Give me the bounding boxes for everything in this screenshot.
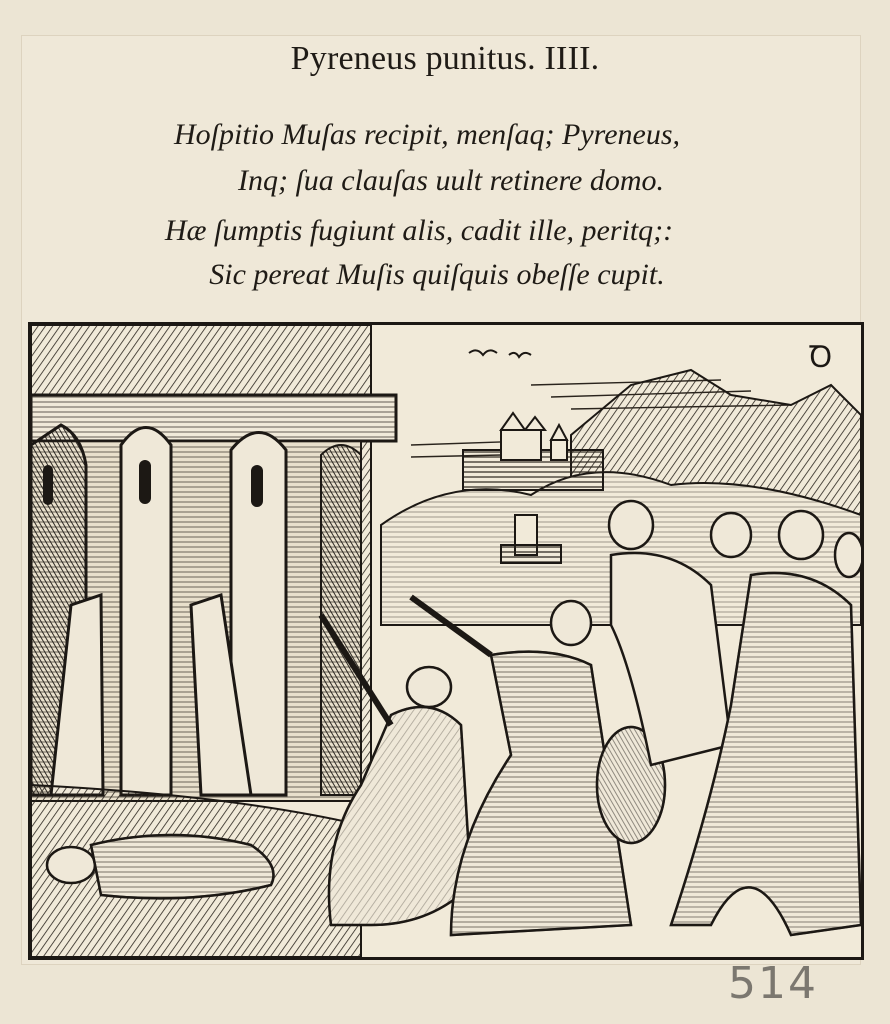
verse-line-3: Hæ ſumptis fugiunt alis, cadit ille, peritq;: — [164, 214, 674, 247]
artist-monogram: Ꝺ — [809, 340, 833, 375]
emblem-title: Pyreneus punitus. IIII. — [290, 40, 600, 77]
woodcut-scene — [31, 325, 861, 957]
pencil-page-number: 514 — [728, 958, 818, 1009]
birds — [469, 350, 531, 357]
verse-line-4: Sic pereat Muſis quiſquis obeſſe cupit. — [209, 258, 665, 291]
tower — [31, 325, 396, 801]
verse-line-1: Hoſpitio Muſas recipit, menſaq; Pyreneus, — [173, 118, 680, 151]
verse-line-2: Inq; ſua clauſas uult retinere domo. — [237, 164, 665, 197]
woodcut-illustration — [28, 322, 864, 960]
